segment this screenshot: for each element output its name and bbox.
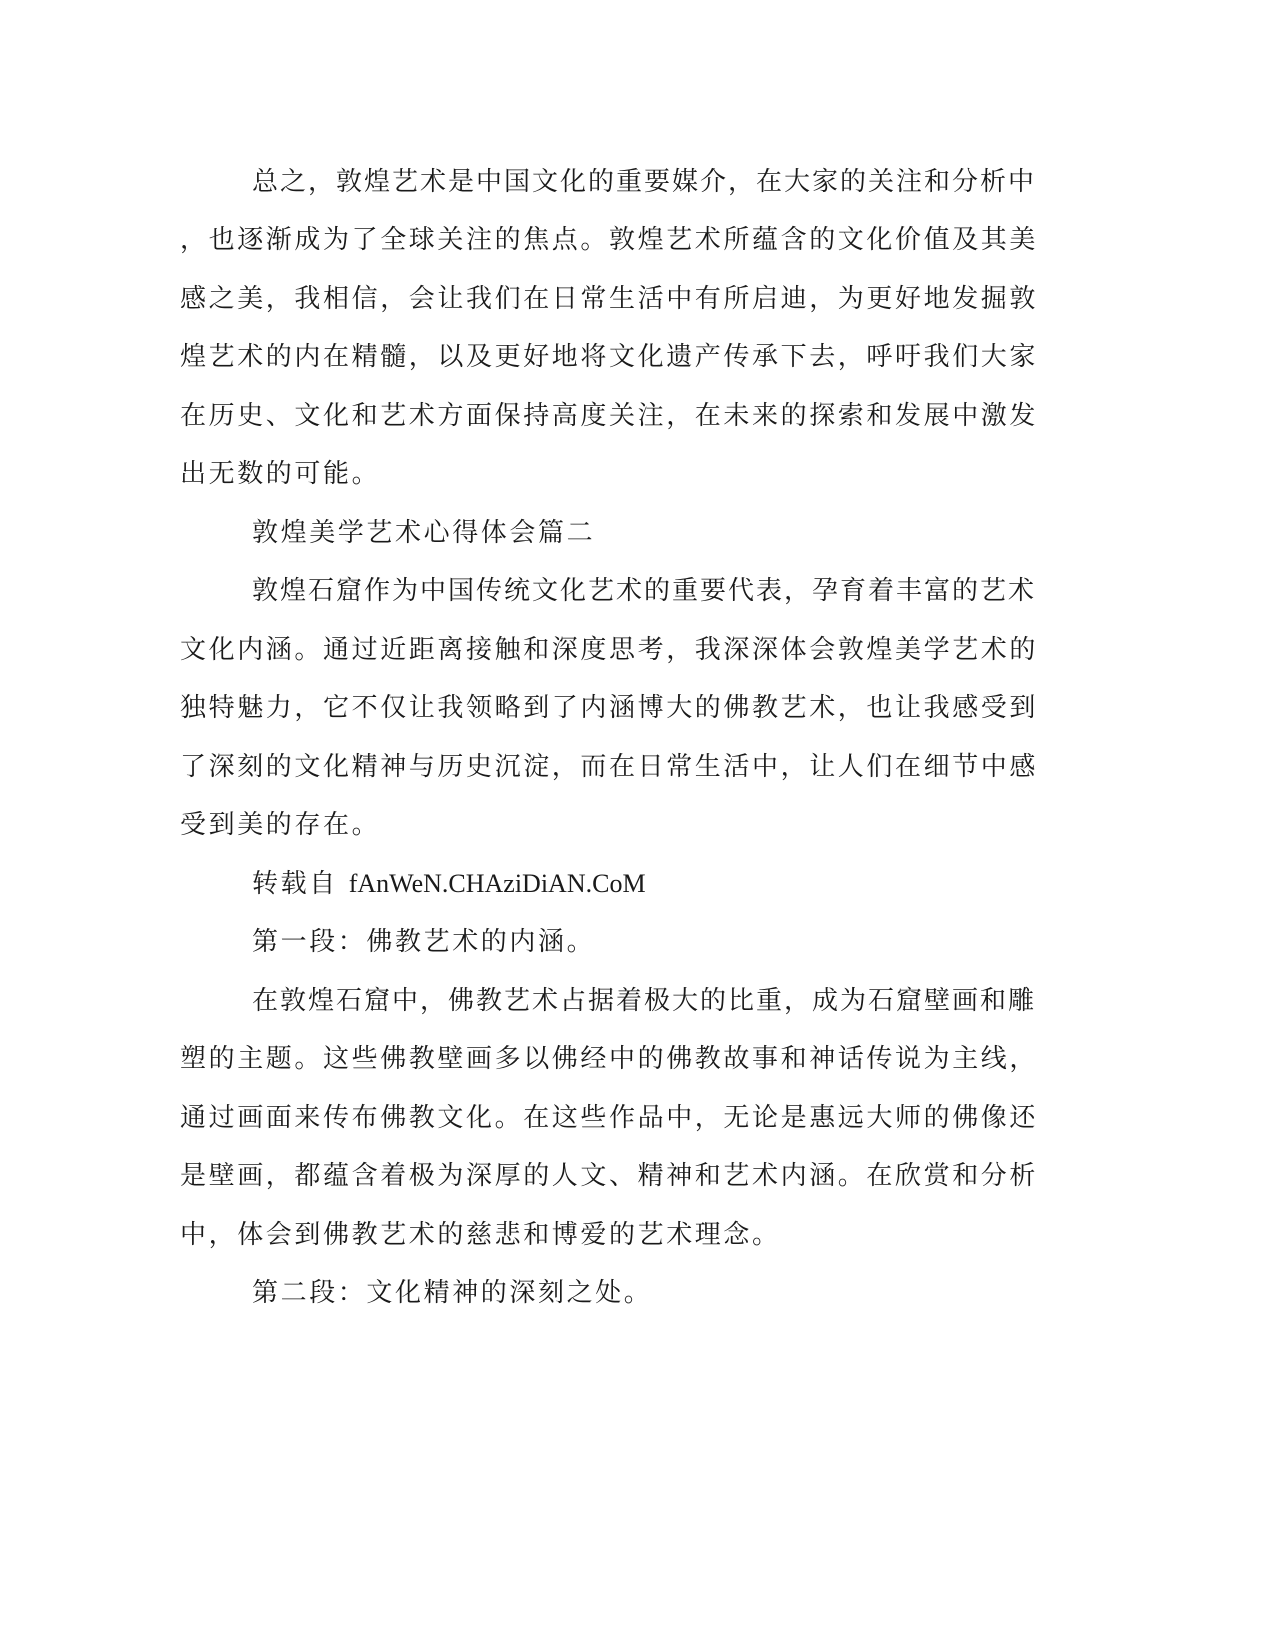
section-heading: 第二段：文化精神的深刻之处。: [252, 1278, 653, 1308]
text-line: ，也逐渐成为了全球关注的焦点。敦煌艺术所蕴含的文化价值及其美: [180, 225, 1039, 255]
source-label: 转载自: [252, 869, 338, 899]
text-line: 是壁画，都蕴含着极为深厚的人文、精神和艺术内涵。在欣赏和分析: [180, 1161, 1039, 1191]
text-line: 感之美，我相信，会让我们在日常生活中有所启迪，为更好地发掘敦: [180, 284, 1039, 314]
source-note: [252, 864, 646, 904]
text-line: 受到美的存在。: [180, 810, 381, 840]
text-line: 独特魅力，它不仅让我领略到了内涵博大的佛教艺术，也让我感受到: [180, 693, 1039, 723]
text-line: 在敦煌石窟中，佛教艺术占据着极大的比重，成为石窟壁画和雕: [252, 986, 1037, 1016]
source-site: fAnWeN.CHAziDiAN.CoM: [348, 869, 646, 898]
text-line: 塑的主题。这些佛教壁画多以佛经中的佛教故事和神话传说为主线，: [180, 1044, 1039, 1074]
text-line: 中，体会到佛教艺术的慈悲和博爱的艺术理念。: [180, 1220, 781, 1250]
text-line: 文化内涵。通过近距离接触和深度思考，我深深体会敦煌美学艺术的: [180, 635, 1039, 665]
text-line: 煌艺术的内在精髓，以及更好地将文化遗产传承下去，呼吁我们大家: [180, 342, 1039, 372]
text-line: 总之，敦煌艺术是中国文化的重要媒介，在大家的关注和分析中: [252, 167, 1037, 197]
text-line: 了深刻的文化精神与历史沉淀，而在日常生活中，让人们在细节中感: [180, 752, 1039, 782]
text-line: 在历史、文化和艺术方面保持高度关注，在未来的探索和发展中激发: [180, 401, 1039, 431]
text-line: 敦煌石窟作为中国传统文化艺术的重要代表，孕育着丰富的艺术: [252, 576, 1037, 606]
section-heading: 第一段：佛教艺术的内涵。: [252, 927, 596, 957]
section-heading: 敦煌美学艺术心得体会篇二: [252, 518, 596, 548]
text-line: 通过画面来传布佛教文化。在这些作品中，无论是惠远大师的佛像还: [180, 1103, 1039, 1133]
text-line: 出无数的可能。: [180, 459, 381, 489]
